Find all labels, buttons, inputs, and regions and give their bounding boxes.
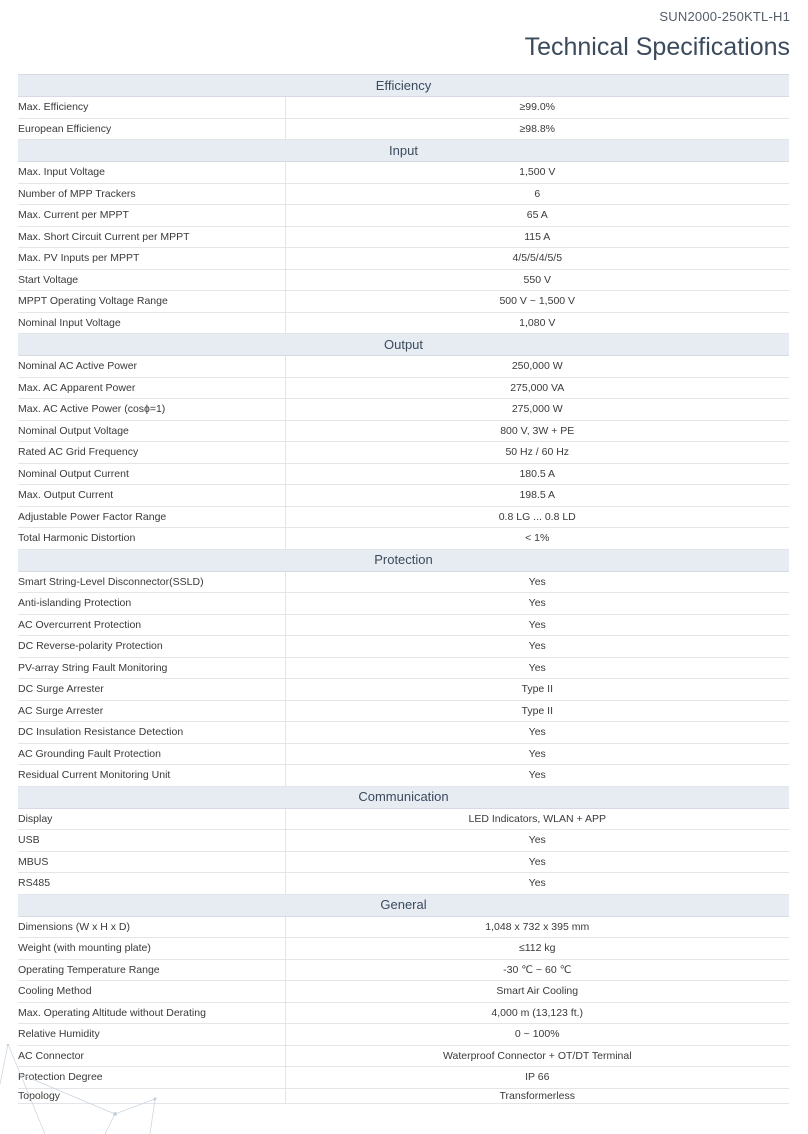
spec-value: Smart Air Cooling — [285, 981, 789, 1003]
section-header — [18, 549, 789, 571]
spec-label: Residual Current Monitoring Unit — [18, 765, 285, 787]
spec-label: Max. Output Current — [18, 485, 285, 507]
spec-label: Smart String-Level Disconnector(SSLD) — [18, 571, 285, 593]
spec-label: DC Surge Arrester — [18, 679, 285, 701]
spec-value: Type II — [285, 700, 789, 722]
table-row — [18, 765, 789, 787]
network-decoration — [0, 1044, 200, 1134]
spec-label: Max. AC Active Power (cosɸ=1) — [18, 399, 285, 421]
spec-value: Waterproof Connector + OT/DT Terminal — [285, 1045, 789, 1067]
section-header — [18, 894, 789, 916]
spec-value: Yes — [285, 657, 789, 679]
spec-value: 250,000 W — [285, 356, 789, 378]
spec-label: Start Voltage — [18, 269, 285, 291]
table-row — [18, 248, 789, 270]
page-title: Technical Specifications — [524, 33, 790, 61]
table-row — [18, 1024, 789, 1046]
table-row — [18, 485, 789, 507]
spec-label: Max. Input Voltage — [18, 162, 285, 184]
table-row — [18, 851, 789, 873]
spec-value: 115 A — [285, 226, 789, 248]
section-title: Efficiency — [18, 75, 789, 97]
spec-label: AC Grounding Fault Protection — [18, 743, 285, 765]
spec-value: 4,000 m (13,123 ft.) — [285, 1002, 789, 1024]
spec-value: Yes — [285, 851, 789, 873]
spec-value: Yes — [285, 722, 789, 744]
spec-value: 550 V — [285, 269, 789, 291]
spec-value: -30 ℃ ~ 60 ℃ — [285, 959, 789, 981]
spec-value: 180.5 A — [285, 463, 789, 485]
table-row — [18, 916, 789, 938]
table-row — [18, 506, 789, 528]
spec-value: 6 — [285, 183, 789, 205]
spec-label: DC Reverse-polarity Protection — [18, 636, 285, 658]
table-row — [18, 700, 789, 722]
spec-value: Yes — [285, 593, 789, 615]
table-row — [18, 463, 789, 485]
table-row — [18, 205, 789, 227]
table-row — [18, 614, 789, 636]
spec-value: ≥98.8% — [285, 118, 789, 140]
spec-value: 1,048 x 732 x 395 mm — [285, 916, 789, 938]
spec-value: Yes — [285, 614, 789, 636]
spec-label: Number of MPP Trackers — [18, 183, 285, 205]
section-header — [18, 140, 789, 162]
table-row — [18, 1002, 789, 1024]
table-row — [18, 636, 789, 658]
spec-value: 0.8 LG ... 0.8 LD — [285, 506, 789, 528]
table-row — [18, 808, 789, 830]
spec-label: RS485 — [18, 873, 285, 895]
spec-value: 65 A — [285, 205, 789, 227]
table-row — [18, 226, 789, 248]
spec-value: 1,500 V — [285, 162, 789, 184]
table-row — [18, 873, 789, 895]
table-row — [18, 830, 789, 852]
spec-value: 275,000 W — [285, 399, 789, 421]
section-title: Input — [18, 140, 789, 162]
spec-value: 800 V, 3W + PE — [285, 420, 789, 442]
spec-value: Yes — [285, 830, 789, 852]
spec-label: Total Harmonic Distortion — [18, 528, 285, 550]
table-row — [18, 118, 789, 140]
section-header — [18, 786, 789, 808]
spec-value: Transformerless — [285, 1088, 789, 1103]
spec-value: < 1% — [285, 528, 789, 550]
table-row — [18, 356, 789, 378]
spec-label: Adjustable Power Factor Range — [18, 506, 285, 528]
spec-value: 4/5/5/4/5/5 — [285, 248, 789, 270]
model-name: SUN2000-250KTL-H1 — [659, 9, 790, 24]
spec-label: Relative Humidity — [18, 1024, 285, 1046]
table-row — [18, 97, 789, 119]
spec-value: 275,000 VA — [285, 377, 789, 399]
table-row — [18, 743, 789, 765]
spec-label: Operating Temperature Range — [18, 959, 285, 981]
spec-label: Nominal Input Voltage — [18, 312, 285, 334]
spec-label: Nominal AC Active Power — [18, 356, 285, 378]
spec-label: Max. PV Inputs per MPPT — [18, 248, 285, 270]
table-row — [18, 312, 789, 334]
section-header — [18, 75, 789, 97]
spec-label: Max. Current per MPPT — [18, 205, 285, 227]
spec-value: ≤112 kg — [285, 938, 789, 960]
section-title: Protection — [18, 549, 789, 571]
table-row — [18, 657, 789, 679]
table-row — [18, 420, 789, 442]
table-row — [18, 377, 789, 399]
spec-value: 198.5 A — [285, 485, 789, 507]
spec-table-body — [18, 75, 789, 1104]
spec-label: Nominal Output Current — [18, 463, 285, 485]
table-row — [18, 571, 789, 593]
spec-table — [18, 74, 789, 1104]
table-row — [18, 291, 789, 313]
spec-label: Anti-islanding Protection — [18, 593, 285, 615]
spec-value: Yes — [285, 765, 789, 787]
spec-value: 0 ~ 100% — [285, 1024, 789, 1046]
spec-label: DC Insulation Resistance Detection — [18, 722, 285, 744]
spec-value: Yes — [285, 873, 789, 895]
spec-label: Display — [18, 808, 285, 830]
table-row — [18, 679, 789, 701]
table-row — [18, 183, 789, 205]
spec-label: Max. Short Circuit Current per MPPT — [18, 226, 285, 248]
table-row — [18, 162, 789, 184]
spec-label: Rated AC Grid Frequency — [18, 442, 285, 464]
table-row — [18, 938, 789, 960]
spec-label: AC Overcurrent Protection — [18, 614, 285, 636]
spec-label: MPPT Operating Voltage Range — [18, 291, 285, 313]
spec-value: Type II — [285, 679, 789, 701]
spec-value: 500 V ~ 1,500 V — [285, 291, 789, 313]
spec-label: European Efficiency — [18, 118, 285, 140]
spec-value: ≥99.0% — [285, 97, 789, 119]
spec-label: Max. Operating Altitude without Derating — [18, 1002, 285, 1024]
spec-value: Yes — [285, 743, 789, 765]
spec-label: USB — [18, 830, 285, 852]
spec-label: Dimensions (W x H x D) — [18, 916, 285, 938]
table-row — [18, 269, 789, 291]
spec-value: Yes — [285, 636, 789, 658]
spec-value: IP 66 — [285, 1067, 789, 1089]
table-row — [18, 399, 789, 421]
spec-label: Weight (with mounting plate) — [18, 938, 285, 960]
table-row — [18, 981, 789, 1003]
section-header — [18, 334, 789, 356]
spec-label: AC Connector — [18, 1045, 285, 1067]
spec-label: PV-array String Fault Monitoring — [18, 657, 285, 679]
spec-label: Cooling Method — [18, 981, 285, 1003]
table-row — [18, 722, 789, 744]
spec-value: Yes — [285, 571, 789, 593]
spec-label: Protection Degree — [18, 1067, 285, 1089]
section-title: General — [18, 894, 789, 916]
table-row — [18, 959, 789, 981]
section-title: Output — [18, 334, 789, 356]
spec-label: Max. Efficiency — [18, 97, 285, 119]
spec-label: MBUS — [18, 851, 285, 873]
section-title: Communication — [18, 786, 789, 808]
spec-value: 1,080 V — [285, 312, 789, 334]
spec-label: Max. AC Apparent Power — [18, 377, 285, 399]
spec-label: AC Surge Arrester — [18, 700, 285, 722]
spec-label: Nominal Output Voltage — [18, 420, 285, 442]
spec-label: Topology — [18, 1088, 285, 1103]
spec-value: 50 Hz / 60 Hz — [285, 442, 789, 464]
table-row — [18, 528, 789, 550]
table-row — [18, 442, 789, 464]
page-header — [525, 8, 790, 62]
spec-value: LED Indicators, WLAN + APP — [285, 808, 789, 830]
table-row — [18, 593, 789, 615]
